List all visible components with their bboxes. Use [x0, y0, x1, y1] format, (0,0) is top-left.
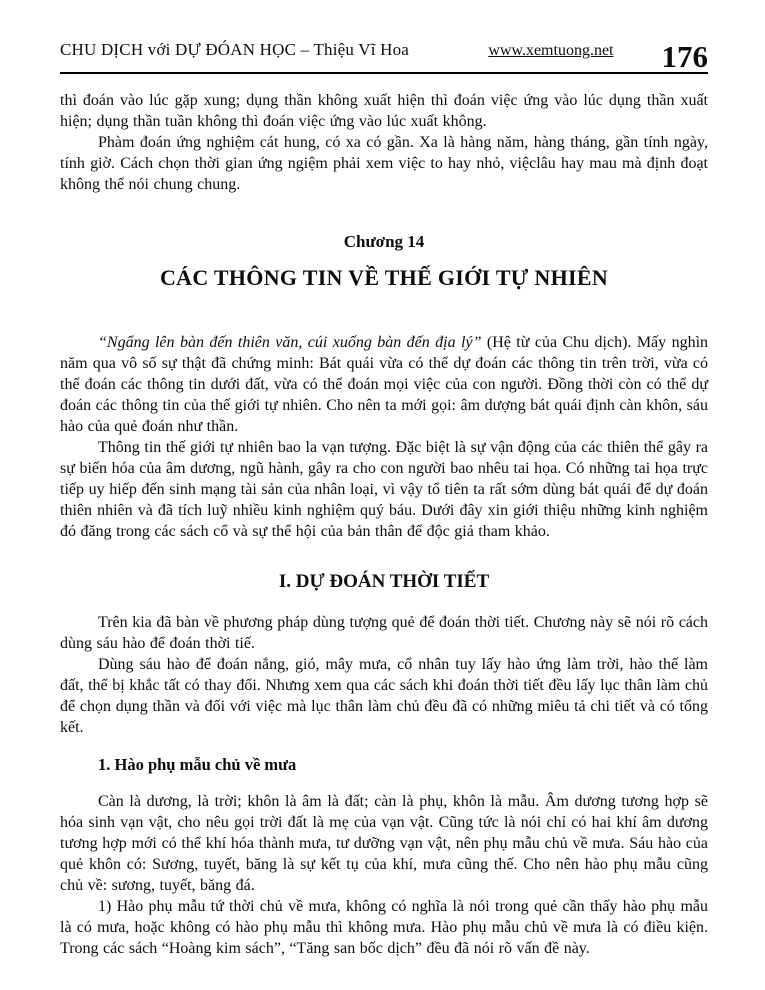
paragraph: Thông tin thế giới tự nhiên bao la vạn tượng. Đặc biệt là sự vận động của các thiên thể gây ra sự biến hóa của âm dương, ngũ hành, gây ra cho con người bao nhêu tai họa. Có những tai họa trực tiếp uy hiếp đến sinh mạng tài sản của nhân loại, vì vậy tổ tiên ta rất sớm dùng bát quái để dự đoán thiên nhiên và đã tích luỹ nhiều kinh nghiệm quý báu. Dưới đây xin giới thiệu những kinh nghiệm đó đăng trong các sách cổ và sự thể hội của bản thân để độc giả tham khảo. [60, 439, 708, 540]
chapter-label: Chương 14 [343, 232, 425, 251]
quoted-text: “Ngẩng lên bàn đến thiên văn, cúi xuống bàn đến địa lý” [98, 334, 482, 351]
subsection-title: 1. Hào phụ mẫu chủ về mưa [98, 755, 297, 774]
page-header [60, 40, 708, 74]
paragraph-continued: thì đoán vào lúc gặp xung; dụng thần không xuất hiện thì đoán việc ứng vào lúc dụng thần xuất hiện; dụng thần tuần không thì đoán việc ứng vào lúc xuất không. [60, 92, 708, 130]
paragraph: Dùng sáu hào để đoán nắng, gió, mây mưa, cổ nhân tuy lấy hào ứng làm trời, hào thế làm đất, thể bị khắc tất có thay đổi. Nhưng xem qua các sách khi đoán thời tiết đều lấy lục thân làm chủ để chọn dụng thần và đối với việc mà lục thân làm chủ đều đã có những miêu tả chi tiết và có tổng kết. [60, 656, 708, 736]
paragraph [60, 332, 708, 437]
paragraph-text: (Hệ từ của Chu dịch). Mấy nghìn năm qua vô số sự thật đã chứng minh: Bát quái vừa có thể dự đoán các thông tin trên trời, vừa có thể đoán các thông tin dưới đất, vừa có thể đoán mọi việc của con người. Đồng thời còn có thể dự đoán các thông tin của thế giới tự nhiên. Cho nên ta mới gọi: âm dượng bát quái định càn khôn, sáu hào của quẻ đoán như thần. [60, 334, 709, 435]
book-title: CHU DỊCH với DỰ ĐÓAN HỌC – Thiệu Vĩ Hoa [60, 40, 410, 59]
page-number: 176 [661, 38, 708, 74]
chapter-title: CÁC THÔNG TIN VỀ THẾ GIỚI TỰ NHIÊN [159, 265, 609, 290]
website-link[interactable]: www.xemtuong.net [488, 42, 614, 59]
section-title: I. DỰ ĐOÁN THỜI TIẾT [278, 571, 490, 592]
paragraph: 1) Hào phụ mẫu tứ thời chủ về mưa, không có nghĩa là nói trong quẻ cần thấy hào phụ mẫu là có mưa, hoặc không có hào phụ mẫu thì không mưa. Hào phụ mẫu chủ về mưa là có điều kiện. Trong các sách “Hoàng kim sách”, “Tăng san bốc dịch” đều đã nói rõ vấn đề này. [60, 898, 708, 957]
paragraph: Trên kia đã bàn về phương pháp dùng tượng quẻ để đoán thời tiết. Chương này sẽ nói rõ cách dùng sáu hào để đoán thời tiế. [60, 614, 708, 652]
page-body [60, 90, 708, 959]
paragraph: Phàm đoán ứng nghiệm cát hung, có xa có gần. Xa là hàng năm, hàng tháng, gần tính ngày, tính giờ. Cách chọn thời gian ứng ngiệm phải xem việc to hay nhỏ, việclâu hay mau mà định đoạt không thể nói chung chung. [60, 134, 708, 193]
paragraph: Càn là dương, là trời; khôn là âm là đất; càn là phụ, khôn là mẫu. Âm dương tương hợp sẽ hóa sinh vạn vật, cho nêu gọi trời đất là mẹ của vạn vật. Cũng tức là nói chỉ có hai khí âm dương tương hợp mới có thể khí hóa thành mưa, tư dưỡng vạn vật, nên phụ mẫu chủ về mưa. Sáu hào của quẻ khôn có: Sương, tuyết, băng là sự kết tụ của khí, mưa cũng thế. Cho nên hào phụ mẫu cũng chủ về: sương, tuyết, băng đá. [60, 793, 708, 894]
